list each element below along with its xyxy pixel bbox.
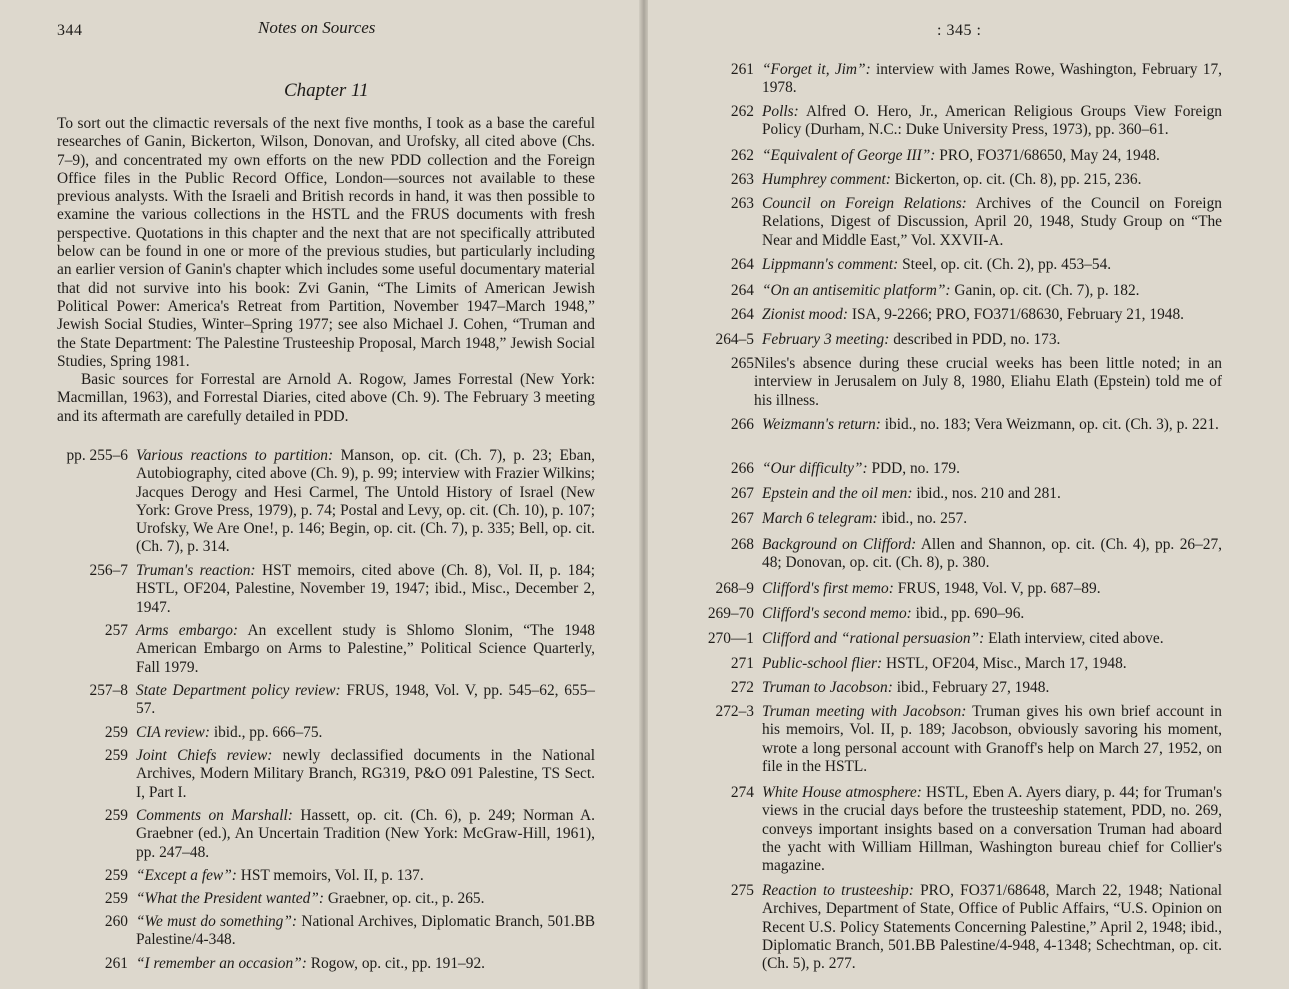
note-body: ISA, 9-2266; PRO, FO371/68630, February 21, 1948. [851, 306, 1184, 323]
note-page-ref: 275 [730, 882, 754, 899]
note-text [762, 256, 1222, 274]
note-label: Clifford's second memo: [762, 605, 912, 622]
note-body: HST memoirs, cited above (Ch. 8), Vol. II, p. 184; HSTL, OF204, Palestine, November 19, 1947; ibid., Misc., December 2, 1947. [136, 562, 595, 616]
note-page-ref: 268 [730, 536, 754, 553]
note-text [762, 61, 1222, 98]
note-label: “What the President wanted”: [136, 890, 324, 907]
note-body: PDD, no. 179. [871, 460, 960, 477]
note-label: Clifford's first memo: [762, 580, 894, 597]
note-text [136, 562, 595, 617]
note-text [762, 103, 1222, 140]
note-body: Steel, op. cit. (Ch. 2), pp. 453–54. [902, 256, 1112, 273]
note-page-ref: 259 [104, 890, 128, 907]
note-body: Manson, op. cit. (Ch. 7), p. 23; Eban, Autobiography, cited above (Ch. 9), p. 99; interview with Frazier Wilkins; Jacques Derogy and Hesi Carmel, The Untold History of Israel (New York: Grove Press, 1979), p. 74; Postal and Levy, op. cit. (Ch. 10), p. 107; Urofsky, We Are One!, p. 146; Begin, op. cit. (Ch. 7), p. 335; Bell, op. cit. (Ch. 7), p. 314. [136, 447, 595, 556]
note-label: White House atmosphere: [762, 784, 922, 801]
note-body: Elath interview, cited above. [988, 630, 1164, 647]
intro-paragraph: Basic sources for Forrestal are Arnold A. Rogow, James Forrestal (New York: Macmillan, 1963), and Forrestal Diaries, cited above (Ch. 9). The February 3 meeting and its aftermath are carefully detailed in PDD. [57, 371, 595, 425]
left-page [0, 0, 641, 989]
note-body: newly declassified documents in the National Archives, Modern Military Branch, RG319, P&O 091 Palestine, TS Sect. I, Part I. [136, 747, 595, 801]
note-body: ibid., no. 183; Vera Weizmann, op. cit. (Ch. 3), p. 221. [884, 416, 1219, 433]
note-text [136, 867, 595, 885]
note-text [136, 807, 595, 862]
note-text [762, 306, 1222, 324]
note-page-ref: 257–8 [89, 682, 128, 699]
note-body: interview with James Rowe, Washington, February 17, 1978. [762, 61, 1222, 97]
note-text [754, 355, 1222, 410]
note-body: HSTL, Eben A. Ayers diary, p. 44; for Truman's views in the crucial days before the trusteeship statement, PDD, no. 269, conveys important insights based on a conversation Truman had aboard the yacht with William Hillman, Washington bureau chief for Collier's magazine. [762, 784, 1222, 875]
note-text [762, 416, 1222, 434]
note-page-ref: 263 [730, 171, 754, 188]
note-label: CIA review: [136, 724, 210, 741]
note-label: Clifford and “rational persuasion”: [762, 630, 985, 647]
note-text [762, 147, 1222, 165]
note-label: Weizmann's return: [762, 416, 881, 433]
running-head: Notes on Sources [258, 18, 376, 37]
note-body: National Archives, Diplomatic Branch, 501.BB Palestine/4-348. [136, 913, 595, 949]
note-label: Comments on Marshall: [136, 807, 293, 824]
note-page-ref: 266 [730, 460, 754, 477]
note-body: Bickerton, op. cit. (Ch. 8), pp. 215, 236. [894, 171, 1142, 188]
note-label: Various reactions to partition: [136, 447, 334, 464]
note-page-ref: 271 [730, 655, 754, 672]
chapter-title: Chapter 11 [284, 80, 369, 101]
page-number-right: : 345 : [937, 22, 982, 39]
note-page-ref: 267 [730, 485, 754, 502]
note-page-ref: 264 [730, 256, 754, 273]
note-text [136, 682, 595, 719]
note-label: “Our difficulty”: [762, 460, 868, 477]
intro-paragraph: To sort out the climactic reversals of the next five months, I took as a base the careful researches of Ganin, Bickerton, Wilson, Donovan, and Urofsky, all cited above (Chs. 7–9), and concentrated my own efforts on the new PDD collection and the Foreign Office files in the Public Record Office, London—sources not available to these previous analysts. With the Israeli and British records in hand, it was then possible to examine the various collections in the HSTL and the FRUS documents with fresh perspective. Quotations in this chapter and the next that are not specifically attributed below can be found in one or more of the previous studies, but particularly including an earlier version of Ganin's chapter which includes some useful documentary material that did not survive into his book: Zvi Ganin, “The Limits of American Jewish Political Power: America's Retreat from Partition, November 1947–March 1948,” Jewish Social Studies, Winter–Spring 1977; see also Michael J. Cohen, “Truman and the State Department: The Palestine Trusteeship Proposal, March 1948,” Jewish Social Studies, Spring 1981. [57, 115, 595, 370]
note-label: “Forget it, Jim”: [762, 61, 871, 78]
note-text [762, 536, 1222, 573]
note-label: “Equivalent of George III”: [762, 147, 936, 164]
note-label: “On an antisemitic platform”: [762, 282, 951, 299]
note-page-ref: 263 [730, 195, 754, 212]
note-label: Arms embargo: [136, 622, 239, 639]
note-body: ibid., pp. 666–75. [213, 724, 323, 741]
note-body: Allen and Shannon, op. cit. (Ch. 4), pp. 26–27, 48; Donovan, op. cit. (Ch. 8), p. 380. [762, 536, 1223, 572]
note-page-ref: 268–9 [715, 580, 754, 597]
note-body: ibid., pp. 690–96. [915, 605, 1025, 622]
note-text [136, 890, 595, 908]
note-body: PRO, FO371/68648, March 22, 1948; National Archives, Department of State, Office of Public Affairs, “U.S. Opinion on Recent U.S. Policy Statements Concerning Palestine,” April 2, 1948; ibid., Diplomatic Branch, 501.BB Palestine/4-948, 4-1348; Schechtman, op. cit. (Ch. 5), p. 277. [762, 882, 1222, 973]
note-label: Reaction to trusteeship: [762, 882, 914, 899]
note-page-ref: 259 [104, 867, 128, 884]
note-body: Niles's absence during these crucial weeks has been little noted; in an interview in Jerusalem on July 8, 1980, Eliahu Elath (Epstein) told me of his illness. [754, 355, 1222, 409]
note-text [762, 882, 1222, 973]
note-body: Truman gives his own brief account in his memoirs, Vol. II, p. 189; Jacobson, obviously savoring his moment, wrote a long personal account with Granoff's help on March 27, 1952, on file in the HSTL. [762, 703, 1222, 775]
note-text [762, 679, 1222, 697]
note-label: February 3 meeting: [762, 331, 890, 348]
note-body: PRO, FO371/68650, May 24, 1948. [939, 147, 1160, 164]
right-page [648, 0, 1289, 989]
note-text [762, 655, 1222, 673]
note-text [136, 724, 595, 742]
page-number-left: 344 [57, 22, 83, 39]
note-body: Hassett, op. cit. (Ch. 6), p. 249; Norman A. Graebner (ed.), An Uncertain Tradition (New York: McGraw-Hill, 1961), pp. 247–48. [136, 807, 595, 861]
note-label: Background on Clifford: [762, 536, 917, 553]
note-text [762, 605, 1222, 623]
note-page-ref: 256–7 [89, 562, 128, 579]
note-text [136, 622, 595, 677]
note-page-ref: pp. 255–6 [66, 447, 128, 464]
note-page-ref: 266 [730, 416, 754, 433]
note-page-ref: 261 [730, 61, 754, 78]
note-body: FRUS, 1948, Vol. V, pp. 545–62, 655–57. [136, 682, 595, 718]
note-body: Rogow, op. cit., pp. 191–92. [310, 955, 485, 972]
note-page-ref: 264–5 [715, 331, 754, 348]
note-text [762, 510, 1222, 528]
note-body: ibid., February 27, 1948. [896, 679, 1050, 696]
note-text [762, 171, 1222, 189]
note-page-ref: 259 [104, 747, 128, 764]
note-text [762, 630, 1222, 648]
note-page-ref: 262 [730, 103, 754, 120]
note-label: State Department policy review: [136, 682, 341, 699]
note-label: Humphrey comment: [762, 171, 891, 188]
note-label: Epstein and the oil men: [762, 485, 913, 502]
note-label: “Except a few”: [136, 867, 237, 884]
note-body: FRUS, 1948, Vol. V, pp. 687–89. [897, 580, 1101, 597]
note-page-ref: 257 [104, 622, 128, 639]
note-page-ref: 261 [104, 955, 128, 972]
note-body: HSTL, OF204, Misc., March 17, 1948. [885, 655, 1127, 672]
note-label: Lippmann's comment: [762, 256, 899, 273]
note-body: ibid., no. 257. [881, 510, 968, 527]
note-page-ref: 264 [730, 306, 754, 323]
note-page-ref: 259 [104, 807, 128, 824]
intro-text [57, 115, 595, 426]
note-label: Council on Foreign Relations: [762, 195, 967, 212]
note-body: HST memoirs, Vol. II, p. 137. [240, 867, 424, 884]
note-entry [0, 447, 641, 556]
note-text [136, 913, 595, 950]
note-body: ibid., nos. 210 and 281. [916, 485, 1061, 502]
note-label: Zionist mood: [762, 306, 848, 323]
note-page-ref: 259 [104, 724, 128, 741]
note-body: Ganin, op. cit. (Ch. 7), p. 182. [954, 282, 1140, 299]
note-text [762, 485, 1222, 503]
note-text [762, 282, 1222, 300]
note-text [762, 580, 1222, 598]
note-body: Alfred O. Hero, Jr., American Religious Groups View Foreign Policy (Durham, N.C.: Duke University Press, 1973), pp. 360–61. [762, 103, 1223, 139]
note-text [136, 747, 595, 802]
note-label: Polls: [762, 103, 799, 120]
note-text [762, 195, 1222, 250]
note-text [762, 703, 1222, 776]
note-label: Public-school flier: [762, 655, 883, 672]
note-page-ref: 272 [730, 679, 754, 696]
note-body: Archives of the Council on Foreign Relations, Digest of Discussion, April 20, 1948, Study Group on “The Near and Middle East,” Vol. XXVII-A. [762, 195, 1222, 249]
note-page-ref: 269–70 [707, 605, 754, 622]
note-page-ref: 262 [730, 147, 754, 164]
note-page-ref: 274 [730, 784, 754, 801]
note-page-ref: 272–3 [715, 703, 754, 720]
note-page-ref: 260 [104, 913, 128, 930]
note-body: described in PDD, no. 173. [893, 331, 1061, 348]
note-text [136, 447, 595, 557]
note-label: Joint Chiefs review: [136, 747, 273, 764]
note-text [762, 460, 1222, 478]
note-label: Truman meeting with Jacobson: [762, 703, 967, 720]
note-page-ref: 267 [730, 510, 754, 527]
note-label: “We must do something”: [136, 913, 298, 930]
note-page-ref: 265 [730, 355, 754, 372]
note-text [136, 955, 595, 973]
note-label: Truman's reaction: [136, 562, 256, 579]
note-body: Graebner, op. cit., p. 265. [327, 890, 485, 907]
note-label: Truman to Jacobson: [762, 679, 893, 696]
note-label: “I remember an occasion”: [136, 955, 307, 972]
note-text [762, 331, 1222, 349]
note-text [762, 784, 1222, 875]
note-label: March 6 telegram: [762, 510, 878, 527]
note-page-ref: 264 [730, 282, 754, 299]
note-body: An excellent study is Shlomo Slonim, “The 1948 American Embargo on Arms to Palestine,” Political Science Quarterly, Fall 1979. [136, 622, 595, 676]
note-page-ref: 270—1 [707, 630, 754, 647]
